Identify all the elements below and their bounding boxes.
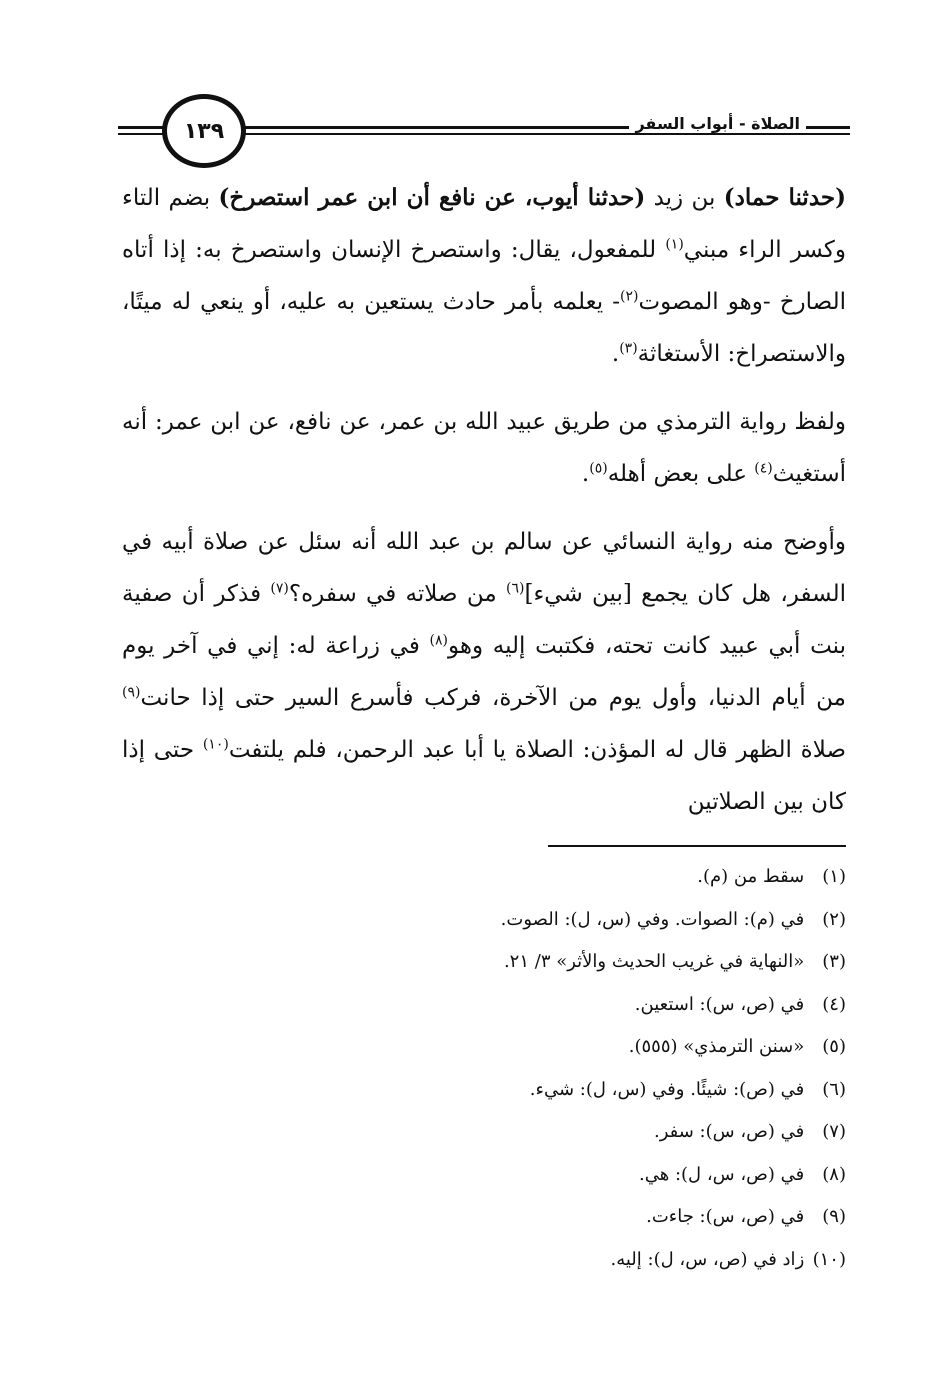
- footnote: [300, 1196, 846, 1239]
- footnotes-list: [300, 856, 846, 1281]
- footnote-number: (٩): [822, 1206, 846, 1227]
- footnote-ref: (٣): [619, 340, 638, 357]
- commentary-text: بضم التاء وكسر الراء مبني: [122, 185, 846, 263]
- footnote-ref: (٧): [270, 580, 289, 597]
- footnote-text: في (م): الصوات. وفي (س، ل): الصوت.: [500, 908, 805, 930]
- footnote: [300, 1069, 846, 1112]
- page-number: ١٣٩: [162, 94, 246, 168]
- commentary-text: في زراعة له: إني في آخر يوم من أيام الدنيا، وأول يوم من الآخرة، فركب فأسرع السير حتى إذا حانت: [122, 633, 846, 711]
- footnote-ref: (٩): [122, 684, 141, 701]
- footnote-text: في (ص، س، ل): هي.: [639, 1163, 805, 1185]
- page-header: [118, 92, 850, 172]
- hadith-text: (حدثنا حماد): [723, 184, 846, 211]
- footnote-number: (٦): [822, 1078, 846, 1100]
- commentary-text: للمفعول، يقال: واستصرخ الإنسان واستصرخ به: إذا أتاه الصارخ -وهو المصوت: [122, 237, 846, 315]
- commentary-text: وأوضح منه رواية النسائي عن سالم بن عبد الله أنه سئل عن صلاة أبيه في السفر، هل كان يجمع [بين شيء]: [122, 529, 847, 607]
- commentary-text: صلاة الظهر قال له المؤذن: الصلاة يا أبا عبد الرحمن، فلم يلتفت: [228, 737, 846, 763]
- footnote-ref: (٥): [589, 460, 608, 477]
- footnote-text: سقط من (م).: [697, 866, 805, 887]
- paragraph: [122, 516, 846, 828]
- paragraph: [122, 396, 846, 500]
- footnote-text: في (ص، س): استعين.: [634, 993, 805, 1015]
- header-rule-right-lower: [244, 133, 850, 135]
- footnote: [300, 1111, 846, 1154]
- footnote-number: (٧): [822, 1121, 846, 1142]
- running-title: الصلاة - أبواب السفر: [629, 114, 806, 133]
- footnote-number: (٨): [822, 1163, 846, 1185]
- commentary-text: من صلاته في سفره؟: [288, 581, 507, 607]
- footnote-number: (٣): [822, 951, 846, 972]
- commentary-text: على بعض أهله: [607, 461, 755, 487]
- footnote-ref: (٢): [620, 288, 639, 305]
- paragraph: [122, 172, 846, 380]
- header-rule-left: [118, 126, 166, 129]
- footnote: [300, 1026, 846, 1069]
- commentary-text: .: [581, 461, 590, 487]
- footnote: [300, 856, 846, 899]
- footnote: [300, 1154, 846, 1197]
- commentary-text: فذكر أن صفية بنت أبي عبيد كانت تحته، فكتبت إليه وهو: [122, 581, 846, 659]
- hadith-text: (حدثنا أيوب، عن نافع أن ابن عمر استصرخ): [218, 184, 646, 211]
- commentary-text: .: [611, 341, 620, 367]
- footnote-text: في (ص): شيئًا. وفي (س، ل): شيء.: [529, 1078, 805, 1100]
- footnote-number: (٤): [822, 993, 846, 1015]
- footnote-ref: (٤): [754, 460, 773, 477]
- footnote-text: «النهاية في غريب الحديث والأثر» ٣/ ٢١.: [503, 951, 805, 972]
- footnote: [300, 1239, 846, 1282]
- footnote-ref: (١): [665, 236, 684, 253]
- footnote-text: «سنن الترمذي» (٥٥٥).: [628, 1036, 805, 1057]
- footnote-number: (٥): [822, 1036, 846, 1057]
- commentary-text: بن زيد: [645, 185, 724, 211]
- footnote-ref: (٦): [506, 580, 525, 597]
- footnote: [300, 941, 846, 984]
- footnote: [300, 984, 846, 1027]
- footnote-number: (٢): [822, 908, 846, 930]
- footnote-ref: (٨): [429, 632, 448, 649]
- footnote: [300, 899, 846, 942]
- footnote-text: زاد في (ص، س، ل): إليه.: [610, 1248, 805, 1270]
- commentary-text: حتى إذا كان بين الصلاتين: [122, 737, 846, 815]
- main-text: [122, 172, 846, 844]
- footnote-number: (١): [822, 866, 846, 887]
- commentary-text: ولفظ رواية الترمذي من طريق عبيد الله بن عمر، عن نافع، عن ابن عمر: أنه أستغيث: [122, 409, 846, 487]
- footnote-separator: [548, 845, 846, 847]
- footnote-ref: (١٠): [202, 736, 229, 753]
- footnote-number: (١٠): [812, 1248, 846, 1270]
- footnote-text: في (ص، س): سفر.: [653, 1121, 805, 1142]
- commentary-text: - يعلمه بأمر حادث يستعين به عليه، أو ينعي له ميتًا، والاستصراخ: الأستغاثة: [122, 289, 846, 367]
- header-rule-left-lower: [118, 133, 166, 135]
- footnote-text: في (ص، س): جاءت.: [646, 1206, 805, 1227]
